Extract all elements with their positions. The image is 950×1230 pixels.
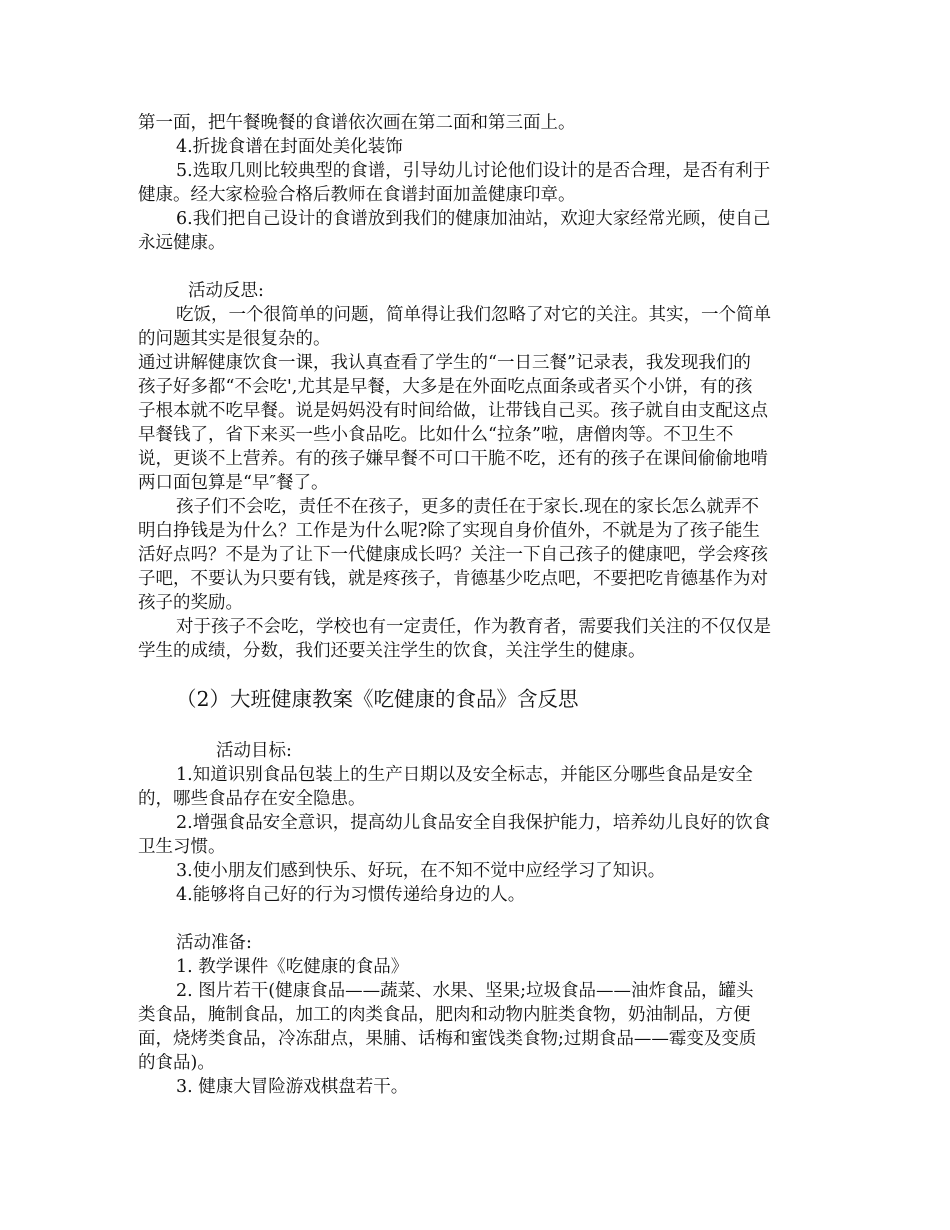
text-line: 健康。经大家检验合格后教师在食谱封面加盖健康印章。 — [138, 185, 576, 205]
section-heading: 活动目标: — [216, 741, 292, 761]
text-line: 1. 教学课件《吃健康的食品》 — [176, 957, 409, 977]
text-line: 2. 图片若干(健康食品——蔬菜、水果、坚果;垃圾食品——油炸食品，罐头 — [176, 981, 754, 1001]
text-line: 3. 健康大冒险游戏棋盘若干。 — [176, 1077, 409, 1097]
text-line: 通过讲解健康饮食一课，我认真查看了学生的“一日三餐”记录表，我发现我们的 — [138, 353, 751, 373]
text-line: 孩子好多都“不会吃',尤其是早餐，大多是在外面吃点面条或者买个小饼，有的孩 — [138, 377, 753, 397]
text-line: 活好点吗？不是为了让下一代健康成长吗？关注一下自己孩子的健康吧，学会疼孩 — [138, 545, 768, 565]
text-line: 子吧，不要认为只要有钱，就是疼孩子，肯德基少吃点吧，不要把吃肯德基作为对 — [138, 569, 768, 589]
text-line: 2.增强食品安全意识，提高幼儿食品安全自我保护能力，培养幼儿良好的饮食 — [176, 813, 771, 833]
text-line: 类食品，腌制食品，加工的肉类食品，肥肉和动物内脏类食物，奶油制品，方便 — [138, 1005, 751, 1025]
text-line: 的食品)。 — [138, 1053, 215, 1073]
text-line: 两口面包算是“早″餐了。 — [138, 473, 329, 493]
section-heading: 活动反思: — [188, 281, 264, 301]
text-line: 4.能够将自己好的行为习惯传递给身边的人。 — [176, 885, 526, 905]
text-line: 5.选取几则比较典型的食谱，引导幼儿讨论他们设计的是否合理，是否有利于 — [176, 161, 771, 181]
text-line: 3.使小朋友们感到快乐、好玩，在不知不觉中应经学习了知识。 — [176, 861, 666, 881]
text-line: 说，更谈不上营养。有的孩子嫌早餐不可口干脆不吃，还有的孩子在课间偷偷地啃 — [138, 449, 768, 469]
text-line: 子根本就不吃早餐。说是妈妈没有时间给做，让带钱自己买。孩子就自由支配这点 — [138, 401, 768, 421]
text-line: 永远健康。 — [138, 233, 226, 253]
text-line: 吃饭，一个很简单的问题，简单得让我们忽略了对它的关注。其实，一个简单 — [176, 305, 771, 325]
text-line: 卫生习惯。 — [138, 837, 226, 857]
text-line: 孩子们不会吃，责任不在孩子，更多的责任在于家长.现在的家长怎么就弄不 — [176, 497, 760, 517]
text-line: 明白挣钱是为什么？工作是为什么呢?除了实现自身价值外，不就是为了孩子能生 — [138, 521, 760, 541]
section-title: （2）大班健康教案《吃健康的食品》含反思 — [176, 687, 579, 711]
text-line: 孩子的奖励。 — [138, 593, 243, 613]
text-line: 1.知道识别食品包装上的生产日期以及安全标志，并能区分哪些食品是安全 — [176, 765, 753, 785]
text-line: 早餐钱了，省下来买一些小食品吃。比如什么“拉条”啦，唐僧肉等。不卫生不 — [138, 425, 734, 445]
text-line: 学生的成绩，分数，我们还要关注学生的饮食，关注学生的健康。 — [138, 641, 646, 661]
text-line: 第一面，把午餐晚餐的食谱依次画在第二面和第三面上。 — [138, 113, 576, 133]
text-line: 的，哪些食品存在安全隐患。 — [138, 789, 366, 809]
section-heading: 活动准备: — [176, 933, 252, 953]
text-line: 4.折拢食谱在封面处美化装饰 — [176, 137, 403, 157]
text-line: 对于孩子不会吃，学校也有一定责任，作为教育者，需要我们关注的不仅仅是 — [176, 617, 771, 637]
text-line: 面，烧烤类食品，冷冻甜点，果脯、话梅和蜜饯类食物;过期食品——霉变及变质 — [138, 1029, 757, 1049]
text-line: 6.我们把自己设计的食谱放到我们的健康加油站，欢迎大家经常光顾，使自己 — [176, 209, 771, 229]
text-line: 的问题其实是很复杂的。 — [138, 329, 331, 349]
